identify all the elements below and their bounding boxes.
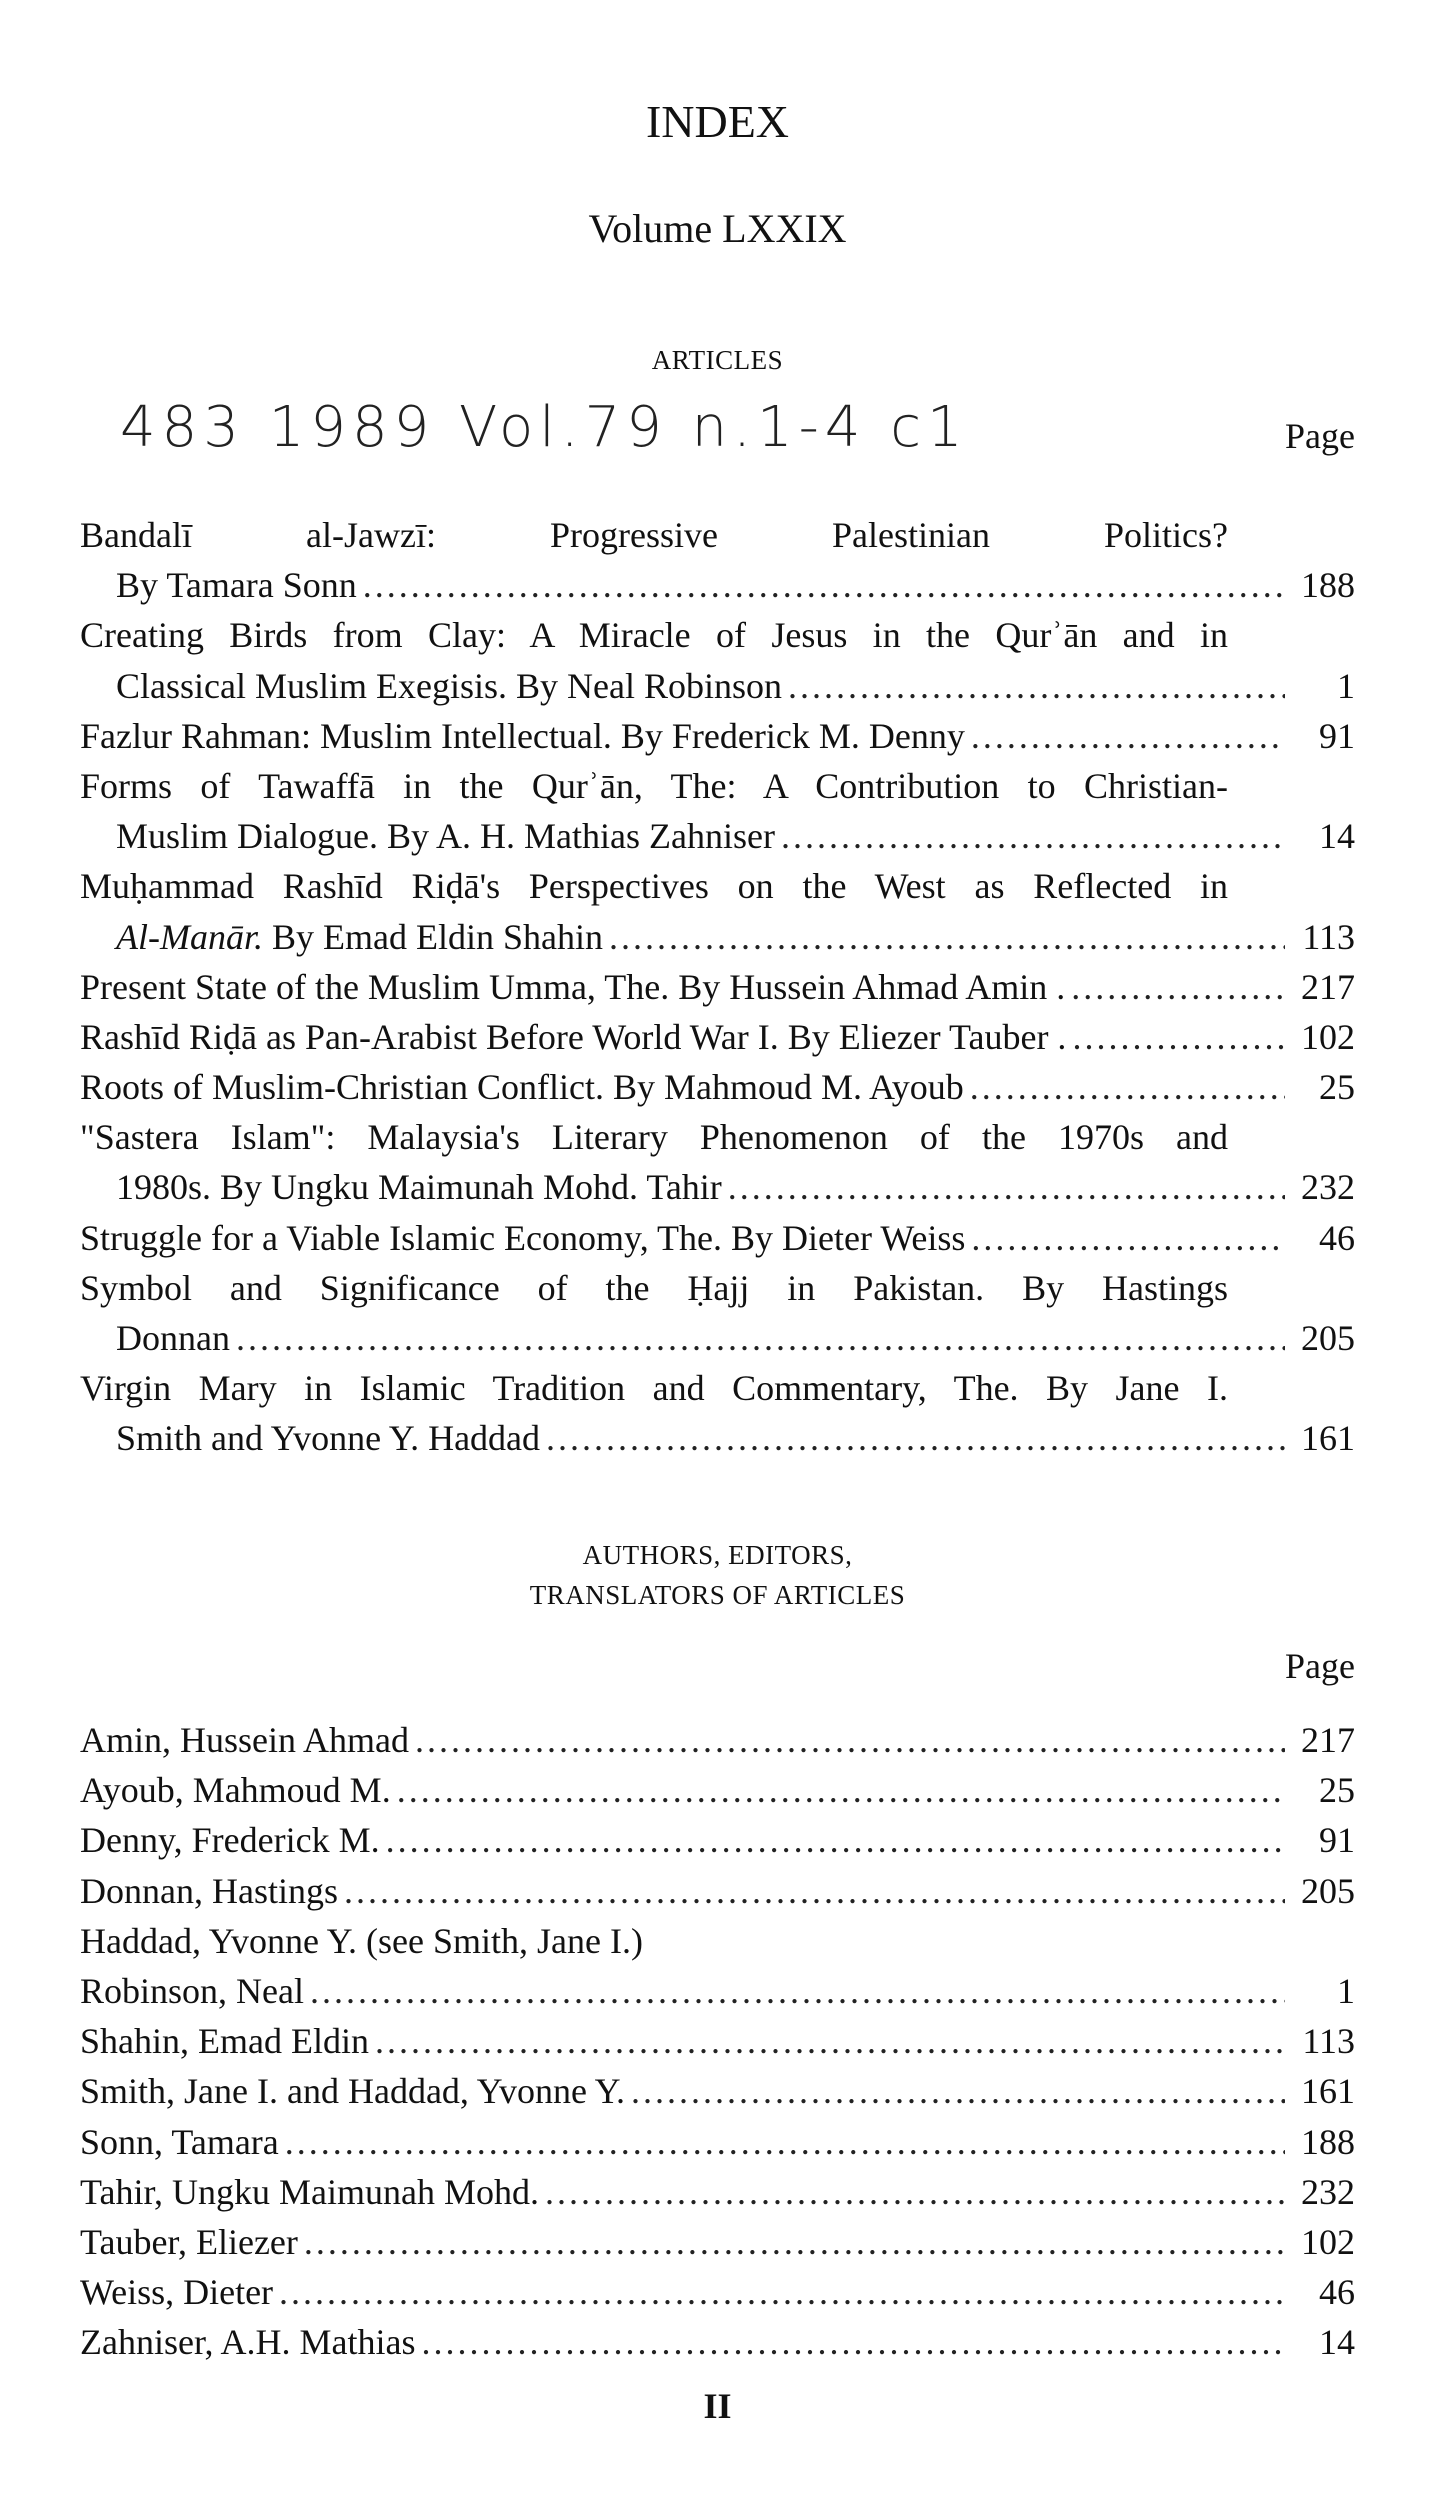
authors-page-column-label: Page xyxy=(1285,1646,1355,1686)
author-entry xyxy=(80,2267,1355,2317)
articles-list xyxy=(80,510,1355,1464)
entry-text: Denny, Frederick M. xyxy=(80,1820,380,1861)
entry-page-number: 1 xyxy=(1337,665,1355,706)
entry-text: Zahniser, A.H. Mathias xyxy=(80,2322,416,2363)
dot-leader xyxy=(230,1313,1285,1363)
entry-text: Al-Manār. By Emad Eldin Shahin xyxy=(116,916,603,957)
entry-page-number: 205 xyxy=(1301,1318,1355,1358)
entry-page-number: 14 xyxy=(1319,816,1355,857)
dot-leader xyxy=(539,2167,1285,2217)
entry-page-number: 25 xyxy=(1319,1770,1355,1811)
dot-leader xyxy=(965,1213,1285,1263)
entry-text: Muslim Dialogue. By A. H. Mathias Zahniser xyxy=(116,816,775,857)
entry-page-number: 25 xyxy=(1319,1067,1355,1108)
entry-italic-title: Al-Manār. xyxy=(116,916,263,957)
article-entry-line xyxy=(80,912,1355,962)
dot-leader xyxy=(369,2016,1285,2066)
entry-text: Roots of Muslim-Christian Conflict. By Mahmoud M. Ayoub xyxy=(80,1067,964,1108)
entry-page-number: 46 xyxy=(1319,1217,1355,1258)
entry-page-number: 217 xyxy=(1301,1720,1355,1760)
article-entry-line xyxy=(80,711,1355,761)
volume-title: Volume LXXIX xyxy=(588,206,847,251)
article-entry xyxy=(80,962,1355,1012)
articles-page-column-label: Page xyxy=(1285,416,1355,456)
authors-heading-line2: TRANSLATORS OF ARTICLES xyxy=(529,1580,906,1610)
entry-text: Shahin, Emad Eldin xyxy=(80,2021,369,2062)
article-entry xyxy=(80,711,1355,761)
article-entry xyxy=(80,1263,1355,1363)
article-entry xyxy=(80,1012,1355,1062)
authors-heading xyxy=(80,1535,1355,1615)
author-entry xyxy=(80,1866,1355,1916)
dot-leader xyxy=(722,1162,1285,1212)
entry-page-number: 14 xyxy=(1319,2322,1355,2363)
entry-page-number: 232 xyxy=(1301,1167,1355,1208)
entry-page-number: 91 xyxy=(1319,1820,1355,1861)
dot-leader xyxy=(1065,962,1285,1012)
author-entry xyxy=(80,1765,1355,1815)
entry-page-number: 161 xyxy=(1301,1418,1355,1459)
entry-page-number: 232 xyxy=(1301,2171,1355,2212)
entry-text: Tahir, Ungku Maimunah Mohd. xyxy=(80,2171,539,2212)
article-entry-line: Bandalī al-Jawzī: Progressive Palestinian Politics? xyxy=(80,515,1228,555)
dot-leader xyxy=(409,1715,1285,1765)
authors-heading-line1: AUTHORS, EDITORS, xyxy=(582,1540,853,1570)
author-entry xyxy=(80,1815,1355,1865)
entry-page-number: 217 xyxy=(1301,966,1355,1007)
entry-text: Smith and Yvonne Y. Haddad xyxy=(116,1418,541,1459)
entry-text: 1980s. By Ungku Maimunah Mohd. Tahir xyxy=(116,1167,722,1208)
dot-leader xyxy=(782,661,1285,711)
dot-leader xyxy=(625,2066,1285,2116)
dot-leader xyxy=(964,1062,1285,1112)
entry-page-number: 161 xyxy=(1301,2071,1355,2112)
dot-leader xyxy=(965,711,1285,761)
article-entry-line xyxy=(80,962,1355,1012)
entry-text: Present State of the Muslim Umma, The. By Hussein Ahmad Amin . xyxy=(80,966,1066,1007)
dot-leader xyxy=(357,560,1285,610)
handwritten-call-number: 483 1989 Vol.79 n.1-4 c1 xyxy=(120,395,969,460)
entry-page-number: 91 xyxy=(1319,715,1355,756)
entry-text: Rashīd Riḍā as Pan-Arabist Before World War I. By Eliezer Tauber . xyxy=(80,1016,1067,1057)
entry-page-number: 102 xyxy=(1301,1016,1355,1057)
dot-leader xyxy=(775,811,1285,861)
entry-text: Tauber, Eliezer xyxy=(80,2221,298,2262)
article-entry xyxy=(80,1363,1355,1463)
article-entry-line xyxy=(80,1313,1355,1363)
article-entry xyxy=(80,510,1355,610)
article-entry-line xyxy=(80,661,1355,711)
article-entry-line xyxy=(80,1213,1355,1263)
entry-page-number: 188 xyxy=(1301,565,1355,606)
article-entry xyxy=(80,1213,1355,1263)
entry-text: Smith, Jane I. and Haddad, Yvonne Y. xyxy=(80,2071,625,2112)
entry-text: Amin, Hussein Ahmad xyxy=(80,1720,409,1760)
author-entry xyxy=(80,2167,1355,2217)
article-entry xyxy=(80,1112,1355,1212)
author-entry: Haddad, Yvonne Y. (see Smith, Jane I.) xyxy=(80,1920,643,1961)
author-entry xyxy=(80,2117,1355,2167)
entry-text: Weiss, Dieter xyxy=(80,2272,274,2313)
dot-leader xyxy=(273,2267,1285,2317)
entry-text: Donnan, Hastings xyxy=(80,1870,338,1911)
dot-leader xyxy=(304,1966,1285,2016)
article-entry-line xyxy=(80,811,1355,861)
article-entry-line: "Sastera Islam": Malaysia's Literary Phenomenon of the 1970s and xyxy=(80,1117,1228,1158)
entry-text: Struggle for a Viable Islamic Economy, The. By Dieter Weiss xyxy=(80,1217,966,1258)
article-entry xyxy=(80,1062,1355,1112)
article-entry-line xyxy=(80,560,1355,610)
author-entry xyxy=(80,1715,1355,1765)
entry-page-number: 188 xyxy=(1301,2121,1355,2162)
article-entry-line xyxy=(80,1012,1355,1062)
article-entry xyxy=(80,610,1355,710)
article-entry-line xyxy=(80,1413,1355,1463)
page-title: INDEX xyxy=(645,96,790,147)
article-entry xyxy=(80,761,1355,861)
article-entry-line: Muḥammad Rashīd Riḍā's Perspectives on the West as Reflected in xyxy=(80,866,1228,907)
entry-text: By Tamara Sonn xyxy=(116,565,357,606)
entry-page-number: 113 xyxy=(1302,2021,1355,2062)
article-entry-line: Forms of Tawaffā in the Qurʾān, The: A Contribution to Christian- xyxy=(80,765,1228,806)
dot-leader xyxy=(380,1815,1285,1865)
author-entry xyxy=(80,2317,1355,2367)
entry-text: Classical Muslim Exegisis. By Neal Robinson xyxy=(116,665,782,706)
page-folio: II xyxy=(703,2386,732,2426)
entry-text: Robinson, Neal xyxy=(80,1970,304,2011)
article-entry-line xyxy=(80,1062,1355,1112)
entry-text: Donnan xyxy=(116,1318,230,1358)
article-entry xyxy=(80,861,1355,961)
article-entry-line: Creating Birds from Clay: A Miracle of Jesus in the Qurʾān and in xyxy=(80,615,1228,656)
article-entry-line xyxy=(80,1162,1355,1212)
article-entry-line: Symbol and Significance of the Ḥajj in Pakistan. By Hastings xyxy=(80,1267,1228,1308)
entry-text: Ayoub, Mahmoud M. xyxy=(80,1770,391,1811)
entry-page-number: 205 xyxy=(1301,1870,1355,1911)
dot-leader xyxy=(540,1413,1285,1463)
entry-text: Fazlur Rahman: Muslim Intellectual. By Frederick M. Denny xyxy=(80,715,965,756)
dot-leader xyxy=(1066,1012,1285,1062)
dot-leader xyxy=(298,2217,1285,2267)
entry-page-number: 102 xyxy=(1301,2221,1355,2262)
dot-leader xyxy=(603,912,1285,962)
authors-list xyxy=(80,1715,1355,2367)
author-entry xyxy=(80,1966,1355,2016)
author-entry xyxy=(80,2016,1355,2066)
dot-leader xyxy=(279,2117,1285,2167)
entry-page-number: 1 xyxy=(1337,1970,1355,2011)
dot-leader xyxy=(338,1866,1285,1916)
article-entry-line: Virgin Mary in Islamic Tradition and Commentary, The. By Jane I. xyxy=(80,1368,1228,1409)
articles-heading: ARTICLES xyxy=(651,345,784,375)
author-entry xyxy=(80,2066,1355,2116)
entry-page-number: 113 xyxy=(1302,916,1355,957)
dot-leader xyxy=(416,2317,1286,2367)
entry-text: Sonn, Tamara xyxy=(80,2121,279,2162)
author-entry xyxy=(80,2217,1355,2267)
dot-leader xyxy=(391,1765,1285,1815)
entry-page-number: 46 xyxy=(1319,2272,1355,2313)
